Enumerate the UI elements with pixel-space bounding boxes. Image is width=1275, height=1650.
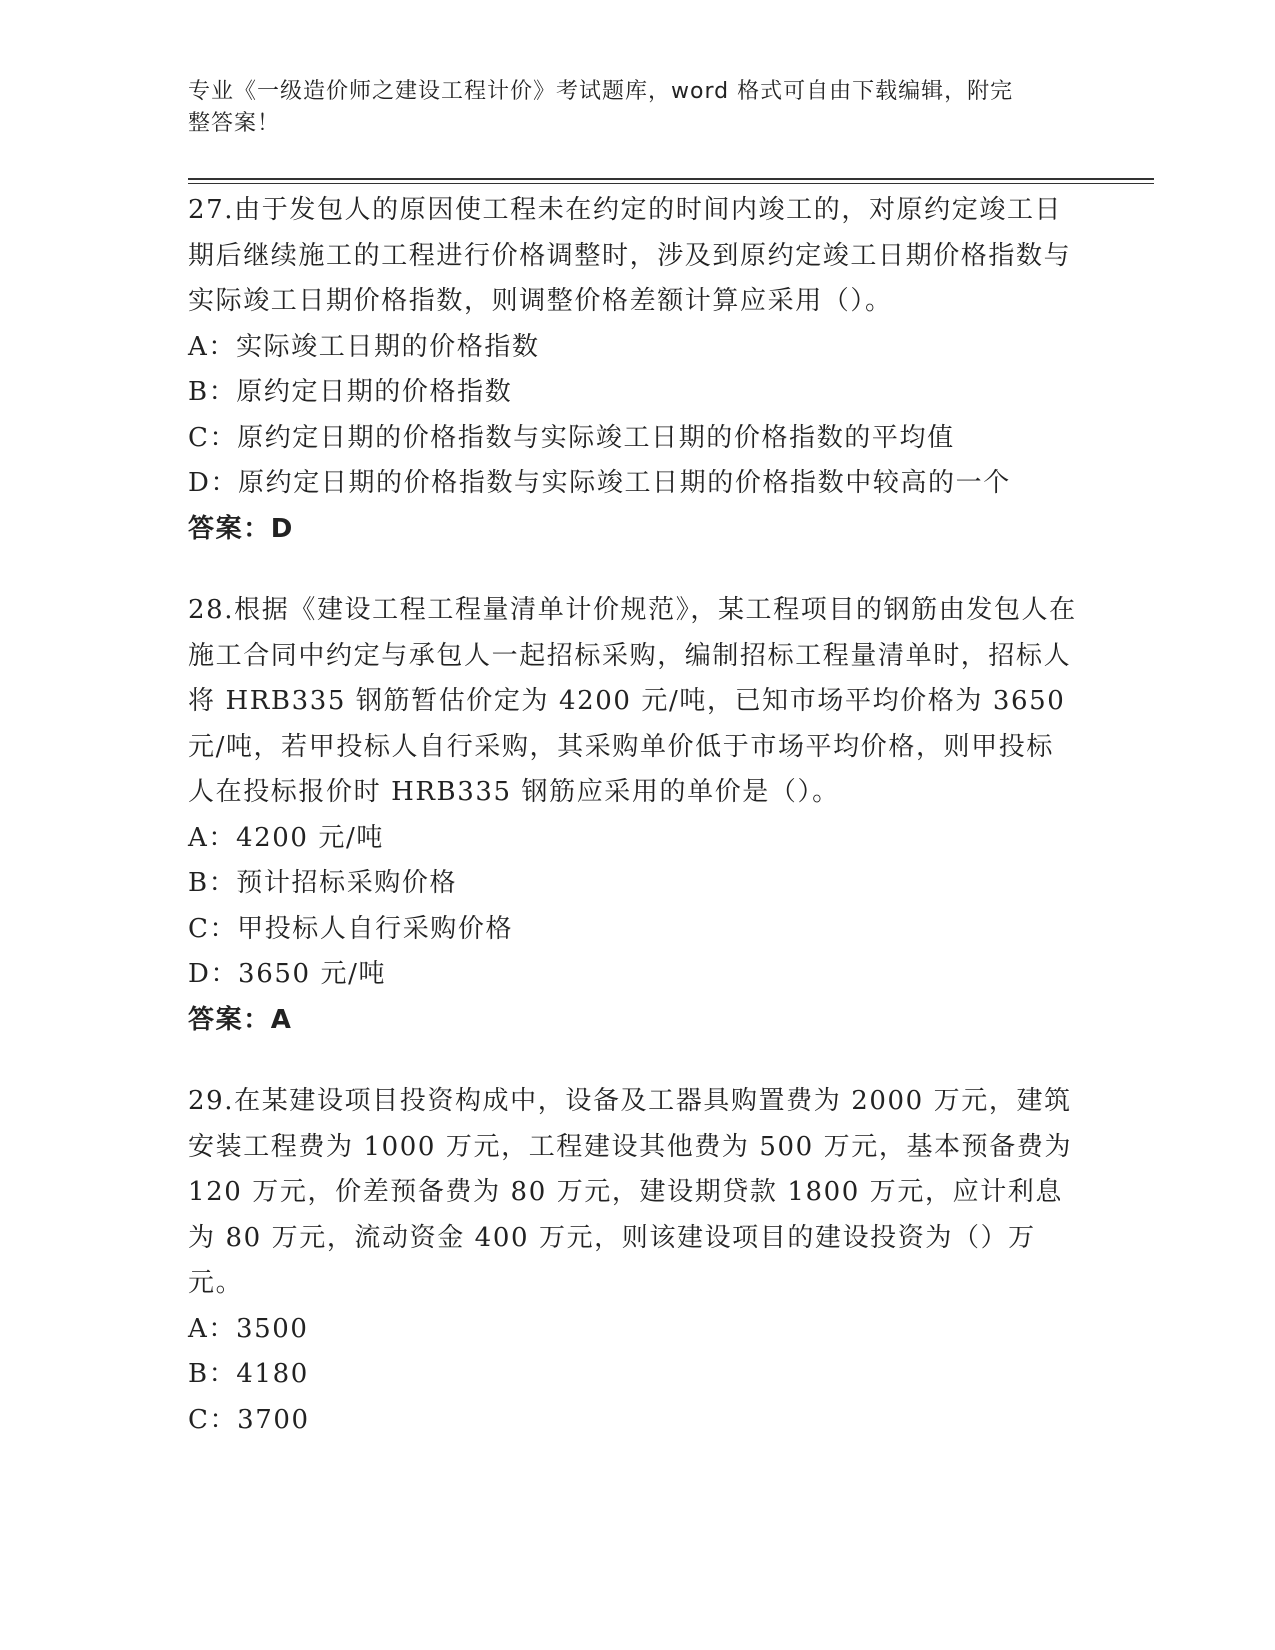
option-d: D：3650 元/吨: [188, 959, 387, 989]
question-29: [188, 1079, 1078, 1443]
option-c: C：甲投标人自行采购价格: [188, 913, 514, 944]
header-divider-thin: [188, 183, 1154, 184]
question-stem: 29.在某建设项目投资构成中，设备及工器具购置费为 2000 万元，建筑安装工程费为 1000 万元，工程建设其他费为 500 万元，基本预备费为 120 万元，价差预备费为 80 万元，建设期贷款 1800 万元，应计利息为 80 万元，流动资金 400 万元，则该建设项目的建设投资为（）万元。: [188, 1086, 1073, 1298]
answer-line: 答案：A: [188, 1004, 293, 1035]
option-b: B：4180: [188, 1359, 309, 1389]
header-line-2: 整答案！: [188, 111, 281, 136]
document-header: [188, 76, 1068, 140]
option-a: A：3500: [188, 1313, 309, 1344]
answer-line: 答案：D: [188, 513, 294, 544]
question-27: [188, 188, 1078, 552]
question-28: [188, 588, 1078, 1043]
option-a: A：实际竣工日期的价格指数: [188, 331, 540, 362]
option-c: C：3700: [188, 1404, 310, 1435]
question-stem: 28.根据《建设工程工程量清单计价规范》，某工程项目的钢筋由发包人在施工合同中约定与承包人一起招标采购，编制招标工程量清单时，招标人将 HRB335 钢筋暂估价定为 4200 元/吨，已知市场平均价格为 3650 元/吨，若甲投标人自行采购，其采购单价低于市场平均价格，则甲投标人在投标报价时 HRB335 钢筋应采用的单价是（）。: [188, 595, 1077, 807]
header-line-1: 专业《一级造价师之建设工程计价》考试题库，word 格式可自由下载编辑，附完: [188, 79, 1014, 104]
header-divider-thick: [188, 178, 1154, 180]
option-d: D：原约定日期的价格指数与实际竣工日期的价格指数中较高的一个: [188, 468, 1011, 498]
question-stem: 27.由于发包人的原因使工程未在约定的时间内竣工的，对原约定竣工日期后继续施工的工程进行价格调整时，涉及到原约定竣工日期价格指数与实际竣工日期价格指数，则调整价格差额计算应采用（）。: [188, 195, 1072, 316]
option-b: B：预计招标采购价格: [188, 868, 458, 898]
option-c: C：原约定日期的价格指数与实际竣工日期的价格指数的平均值: [188, 422, 955, 453]
option-a: A：4200 元/吨: [188, 822, 384, 853]
option-b: B：原约定日期的价格指数: [188, 377, 513, 407]
question-list: [188, 188, 1078, 1479]
